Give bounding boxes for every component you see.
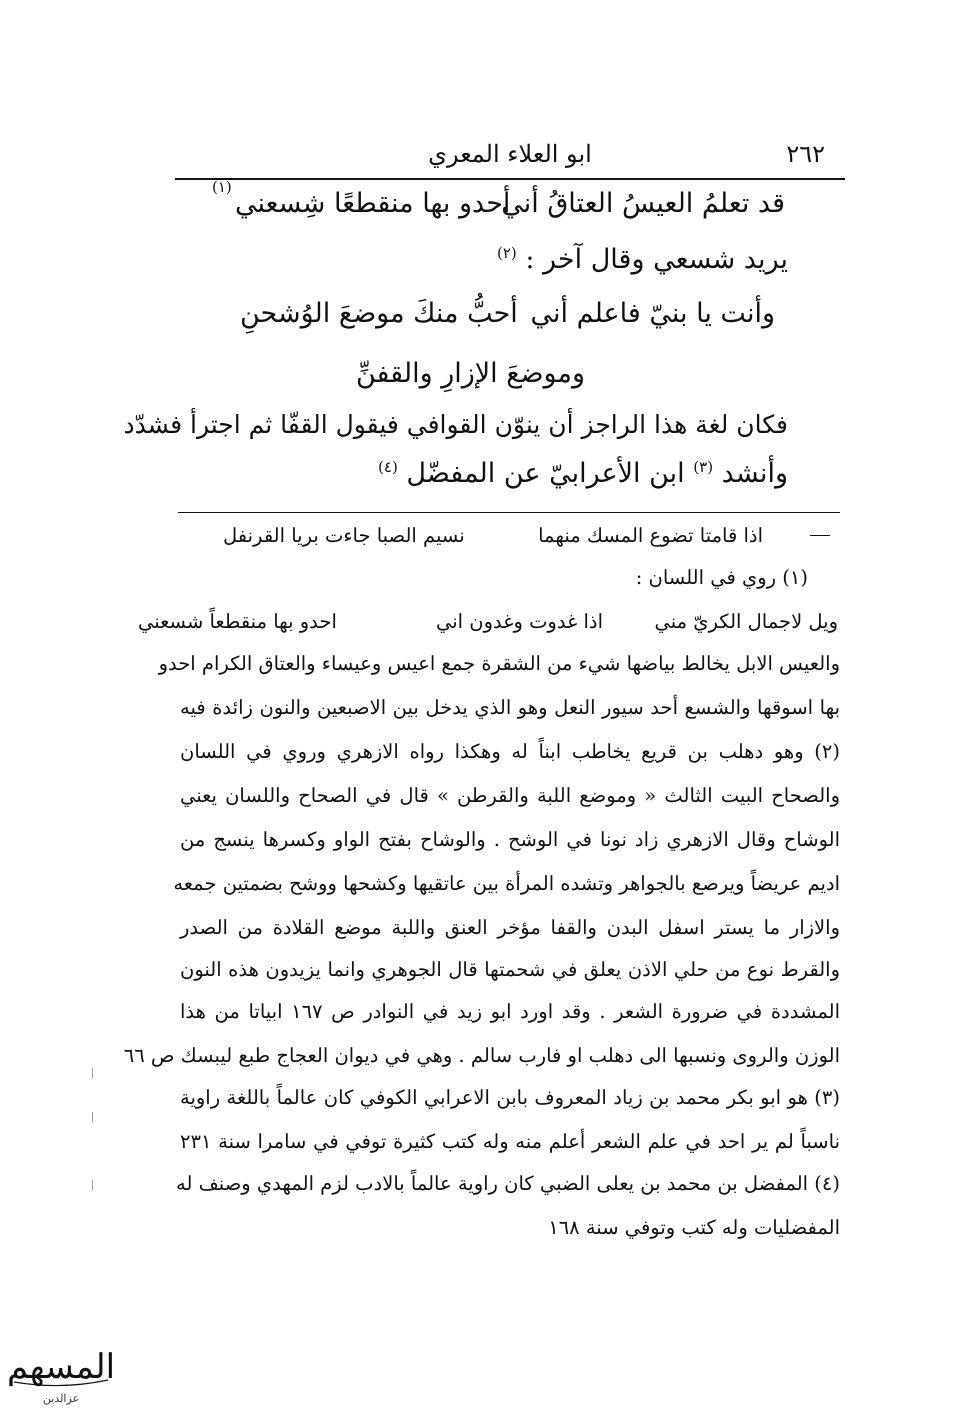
verse-1 bbox=[235, 188, 785, 228]
footnote-ref-4: (٤) bbox=[378, 458, 398, 476]
footnote-4-line-1: (٤) المفضل بن محمد بن يعلى الضبي كان راوية عالماً بالادب لزم المهدي وصنف له bbox=[176, 1172, 840, 1195]
footnote-2-line-2: والصحاح البيت الثالث « وموضع اللبة والقرطن » قال في الصحاح واللسان يعني bbox=[180, 784, 840, 807]
footnote-2-line-6: والقرط نوع من حلي الاذن يعلق في شحمتها قال الجوهري وانما يزيدون هذه النون bbox=[180, 958, 840, 981]
footnote-2-line-8: الوزن والروى ونسبها الى دهلب او فارب سالم . وهي في ديوان العجاج طبع ليبسك ص ٦٦ bbox=[123, 1044, 840, 1067]
page-number: ٢٦٢ bbox=[786, 140, 825, 168]
book-page: ٢٦٢ ابو العلاء المعري قد تعلمُ العيسُ العتاقُ أني أحدو بها منقطعًا شِسعني (١) يريد شسعي وقال آخر : $^{(٢)}$ وأنت يا بنيّ فاعلم أني أحبُّ منكَ موضعَ الوُشحنِ وموضعَ الإزارِ والقفنِّ فكان لغة هذا الراجز أن ينوّن القوافي فيقول القفّا ثم اجترأ فشدّد وأنشد $^{(٣)}$ ابن الأعرابيّ عن المفضّل $^{(٤)}$ اذا قامتا تضوع المسك منهما نسيم الصبا جاءت بريا القرنفل (١) روي في اللسان : ويل لاجمال الكريّ مني اذا غدوت وغدون اني احدو بها منقطعاً شسعني والعيس الابل يخالط بياضها شيء من الشقرة جمع اعيس وعيساء والعتاق الكرام احدو بها اسوقها والشسع أحد سيور النعل وهو الذي يدخل بين الاصبعين والنون زائدة فيه (٢) وهو دهلب بن قريع يخاطب ابناً له وهكذا رواه الازهري وروي في اللسان والصحاح البيت الثالث « وموضع اللبة والقرطن » قال في الصحاح واللسان يعني الوشاح وقال الازهري زاد نونا في الوشح . والوشاح بفتح الواو وكسرها ينسج من اديم عريضاً ويرصع بالجواهر وتشده المرأة بين عاتقيها وكشحها ووشح بضمتين جمعه والازار ما يستر اسفل البدن والقفا مؤخر العنق واللبة موضع القلادة من الصدر والقرط نوع من حلي الاذن يعلق في شحمتها قال الجوهري وانما يزيدون هذه النون المشددة في ضرورة الشعر . وقد اورد ابو زيد في النوادر ص ١٦٧ ابياتا من هذا الوزن والروى ونسبها الى دهلب او فارب سالم . وهي في ديوان العجاج طبع ليبسك ص ٦٦ (٣) هو ابو بكر محمد بن زياد المعروف بابن الاعرابي الكوفي كان عالماً باللغة راوية ناسباً لم ير احد في علم الشعر أعلم منه وله كتب كثيرة توفي في سامرا سنة ٢٣١ (٤) المفضل بن محمد بن يعلى الضبي كان راوية عالماً بالادب لزم المهدي وصنف له المفضليات وله كتب وتوفي سنة ١٦٨ المسهم عزالدين bbox=[0, 0, 978, 1424]
footnote-3-line-1: (٣) هو ابو بكر محمد بن زياد المعروف بابن الاعرابي الكوفي كان عالماً باللغة راوية bbox=[180, 1086, 840, 1109]
footnote-ref-1: (١) bbox=[212, 178, 232, 196]
svg-text:المسهم: المسهم bbox=[6, 1347, 116, 1387]
running-header bbox=[175, 140, 845, 180]
body-line-2: يريد شسعي وقال آخر : $^{(٢)}$ bbox=[496, 244, 788, 275]
footnote-2-line-1: (٢) وهو دهلب بن قريع يخاطب ابناً له وهكذا رواه الازهري وروي في اللسان bbox=[180, 740, 840, 763]
verse-3: وموضعَ الإزارِ والقفنِّ bbox=[355, 358, 585, 389]
footnote-1-verse: ويل لاجمال الكريّ مني اذا غدوت وغدون اني احدو بها منقطعاً شسعني bbox=[138, 610, 838, 633]
body-line-prose-2: وأنشد $^{(٣)}$ ابن الأعرابيّ عن المفضّل $^{(٤)}$ bbox=[378, 458, 788, 489]
verse-2-first-hemistich: وأنت يا بنيّ فاعلم أني bbox=[530, 298, 775, 329]
footnote-2-line-7: المشددة في ضرورة الشعر . وقد اورد ابو زيد في النوادر ص ١٦٧ ابياتا من هذا bbox=[180, 1000, 840, 1023]
footnote-2-line-4: اديم عريضاً ويرصع بالجواهر وتشده المرأة بين عاتقيها وكشحها ووشح بضمتين جمعه bbox=[173, 872, 840, 895]
verse-2-second-hemistich: أحبُّ منكَ موضعَ الوُشحنِ bbox=[240, 298, 518, 329]
margin-mark bbox=[92, 1112, 93, 1122]
footnote-ref-3: (٣) bbox=[693, 458, 714, 476]
footnote-separator bbox=[178, 512, 840, 513]
footnote-1-line-2: بها اسوقها والشسع أحد سيور النعل وهو الذي يدخل بين الاصبعين والنون زائدة فيه bbox=[180, 696, 840, 719]
footnote-3-line-2: ناسباً لم ير احد في علم الشعر أعلم منه وله كتب كثيرة توفي في سامرا سنة ٢٣١ bbox=[180, 1130, 840, 1153]
running-title: ابو العلاء المعري bbox=[428, 140, 592, 168]
footnote-1-line-1: والعيس الابل يخالط بياضها شيء من الشقرة جمع اعيس وعيساء والعتاق الكرام احدو bbox=[158, 652, 840, 675]
footnote-ref-2: (٢) bbox=[496, 244, 517, 262]
continuation-dash bbox=[810, 535, 830, 536]
footnote-2-line-3: الوشاح وقال الازهري زاد نونا في الوشح . والوشاح بفتح الواو وكسرها ينسج من bbox=[180, 828, 840, 851]
margin-mark bbox=[92, 1068, 93, 1078]
verse-2 bbox=[240, 298, 775, 338]
footnote-4-line-2: المفضليات وله كتب وتوفي سنة ١٦٨ bbox=[548, 1216, 840, 1239]
svg-text:عزالدين: عزالدين bbox=[42, 1392, 80, 1405]
header-rule bbox=[175, 178, 845, 180]
margin-mark bbox=[92, 1180, 93, 1190]
library-stamp-logo bbox=[6, 1330, 116, 1410]
body-line-prose-1: فكان لغة هذا الراجز أن ينوّن القوافي فيقول القفّا ثم اجترأ فشدّد bbox=[123, 410, 788, 439]
footnote-2-line-5: والازار ما يستر اسفل البدن والقفا مؤخر العنق واللبة موضع القلادة من الصدر bbox=[180, 916, 840, 939]
verse-1-first-hemistich: قد تعلمُ العيسُ العتاقُ أني bbox=[501, 188, 785, 219]
verse-1-second-hemistich: أحدو بها منقطعًا شِسعني bbox=[235, 188, 511, 219]
footnote-1-intro: (١) روي في اللسان : bbox=[635, 566, 808, 589]
